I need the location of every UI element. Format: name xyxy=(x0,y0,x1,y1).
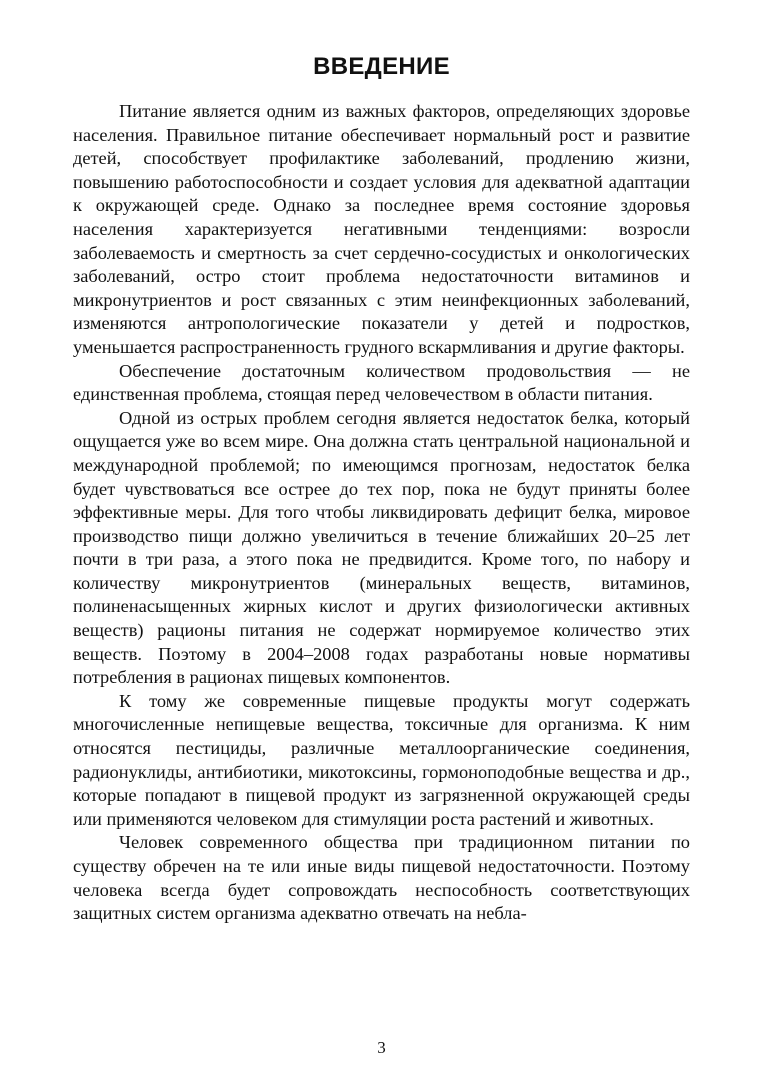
document-page xyxy=(73,52,690,926)
section-heading: ВВЕДЕНИЕ xyxy=(313,53,450,80)
page-number: 3 xyxy=(377,1038,386,1057)
body-paragraph-3: Одной из острых проблем сегодня является недостаток белка, который ощущается уже во всем мире. Она должна стать центральной национальной и международной проблемой; по имеющимся прогнозам, недостаток белка будет чувствоваться все острее до тех пор, пока не будут приняты более эффективные меры. Для того чтобы ликвидировать дефицит белка, мировое производство пищи должно увеличиться в течение ближайших 20–25 лет почти в три раза, а этого пока не предвидится. Кроме того, по набору и количеству микронутриентов (минеральных веществ, витаминов, полиненасыщенных жирных кислот и других физиологически активных веществ) рационы питания не содержат нормируемое количество этих веществ. Поэтому в 2004–2008 годах разработаны новые нормативы потребления в рационах пищевых компонентов. xyxy=(73,407,690,688)
body-paragraph-1: Питание является одним из важных факторов, определяющих здоровье населения. Правильное питание обеспечивает нормальный рост и развитие детей, способствует профилактике заболеваний, продлению жизни, повышению работоспособности и создает условия для адекватной адаптации к окружающей среде. Однако за последнее время состояние здоровья населения характеризуется негативными тенденциями: возросли заболеваемость и смертность за счет сердечно-сосудистых и онкологических заболеваний, остро стоит проблема недостаточности витаминов и микронутриентов и рост связанных с этим неинфекционных заболеваний, изменяются антропологические показатели у детей и подростков, уменьшается распространенность грудного вскармливания и другие факторы. xyxy=(73,101,690,357)
body-paragraph-5: Человек современного общества при традиционном питании по существу обречен на те или иные виды пищевой недостаточности. Поэтому человека всегда будет сопровождать неспособность соответствующих защитных систем организма адекватно отвечать на небла- xyxy=(73,832,690,924)
body-paragraph-2: Обеспечение достаточным количеством продовольствия — не единственная проблема, стоящая перед человечеством в области питания. xyxy=(73,360,690,405)
body-paragraph-4: К тому же современные пищевые продукты могут содержать многочисленные непищевые вещества, токсичные для организма. К ним относятся пестициды, различные металлоорганические соединения, радионуклиды, антибиотики, микотоксины, гормоноподобные вещества и др., которые попадают в пищевой продукт из загрязненной окружающей среды или применяются человеком для стимуляции роста растений и животных. xyxy=(73,690,690,829)
